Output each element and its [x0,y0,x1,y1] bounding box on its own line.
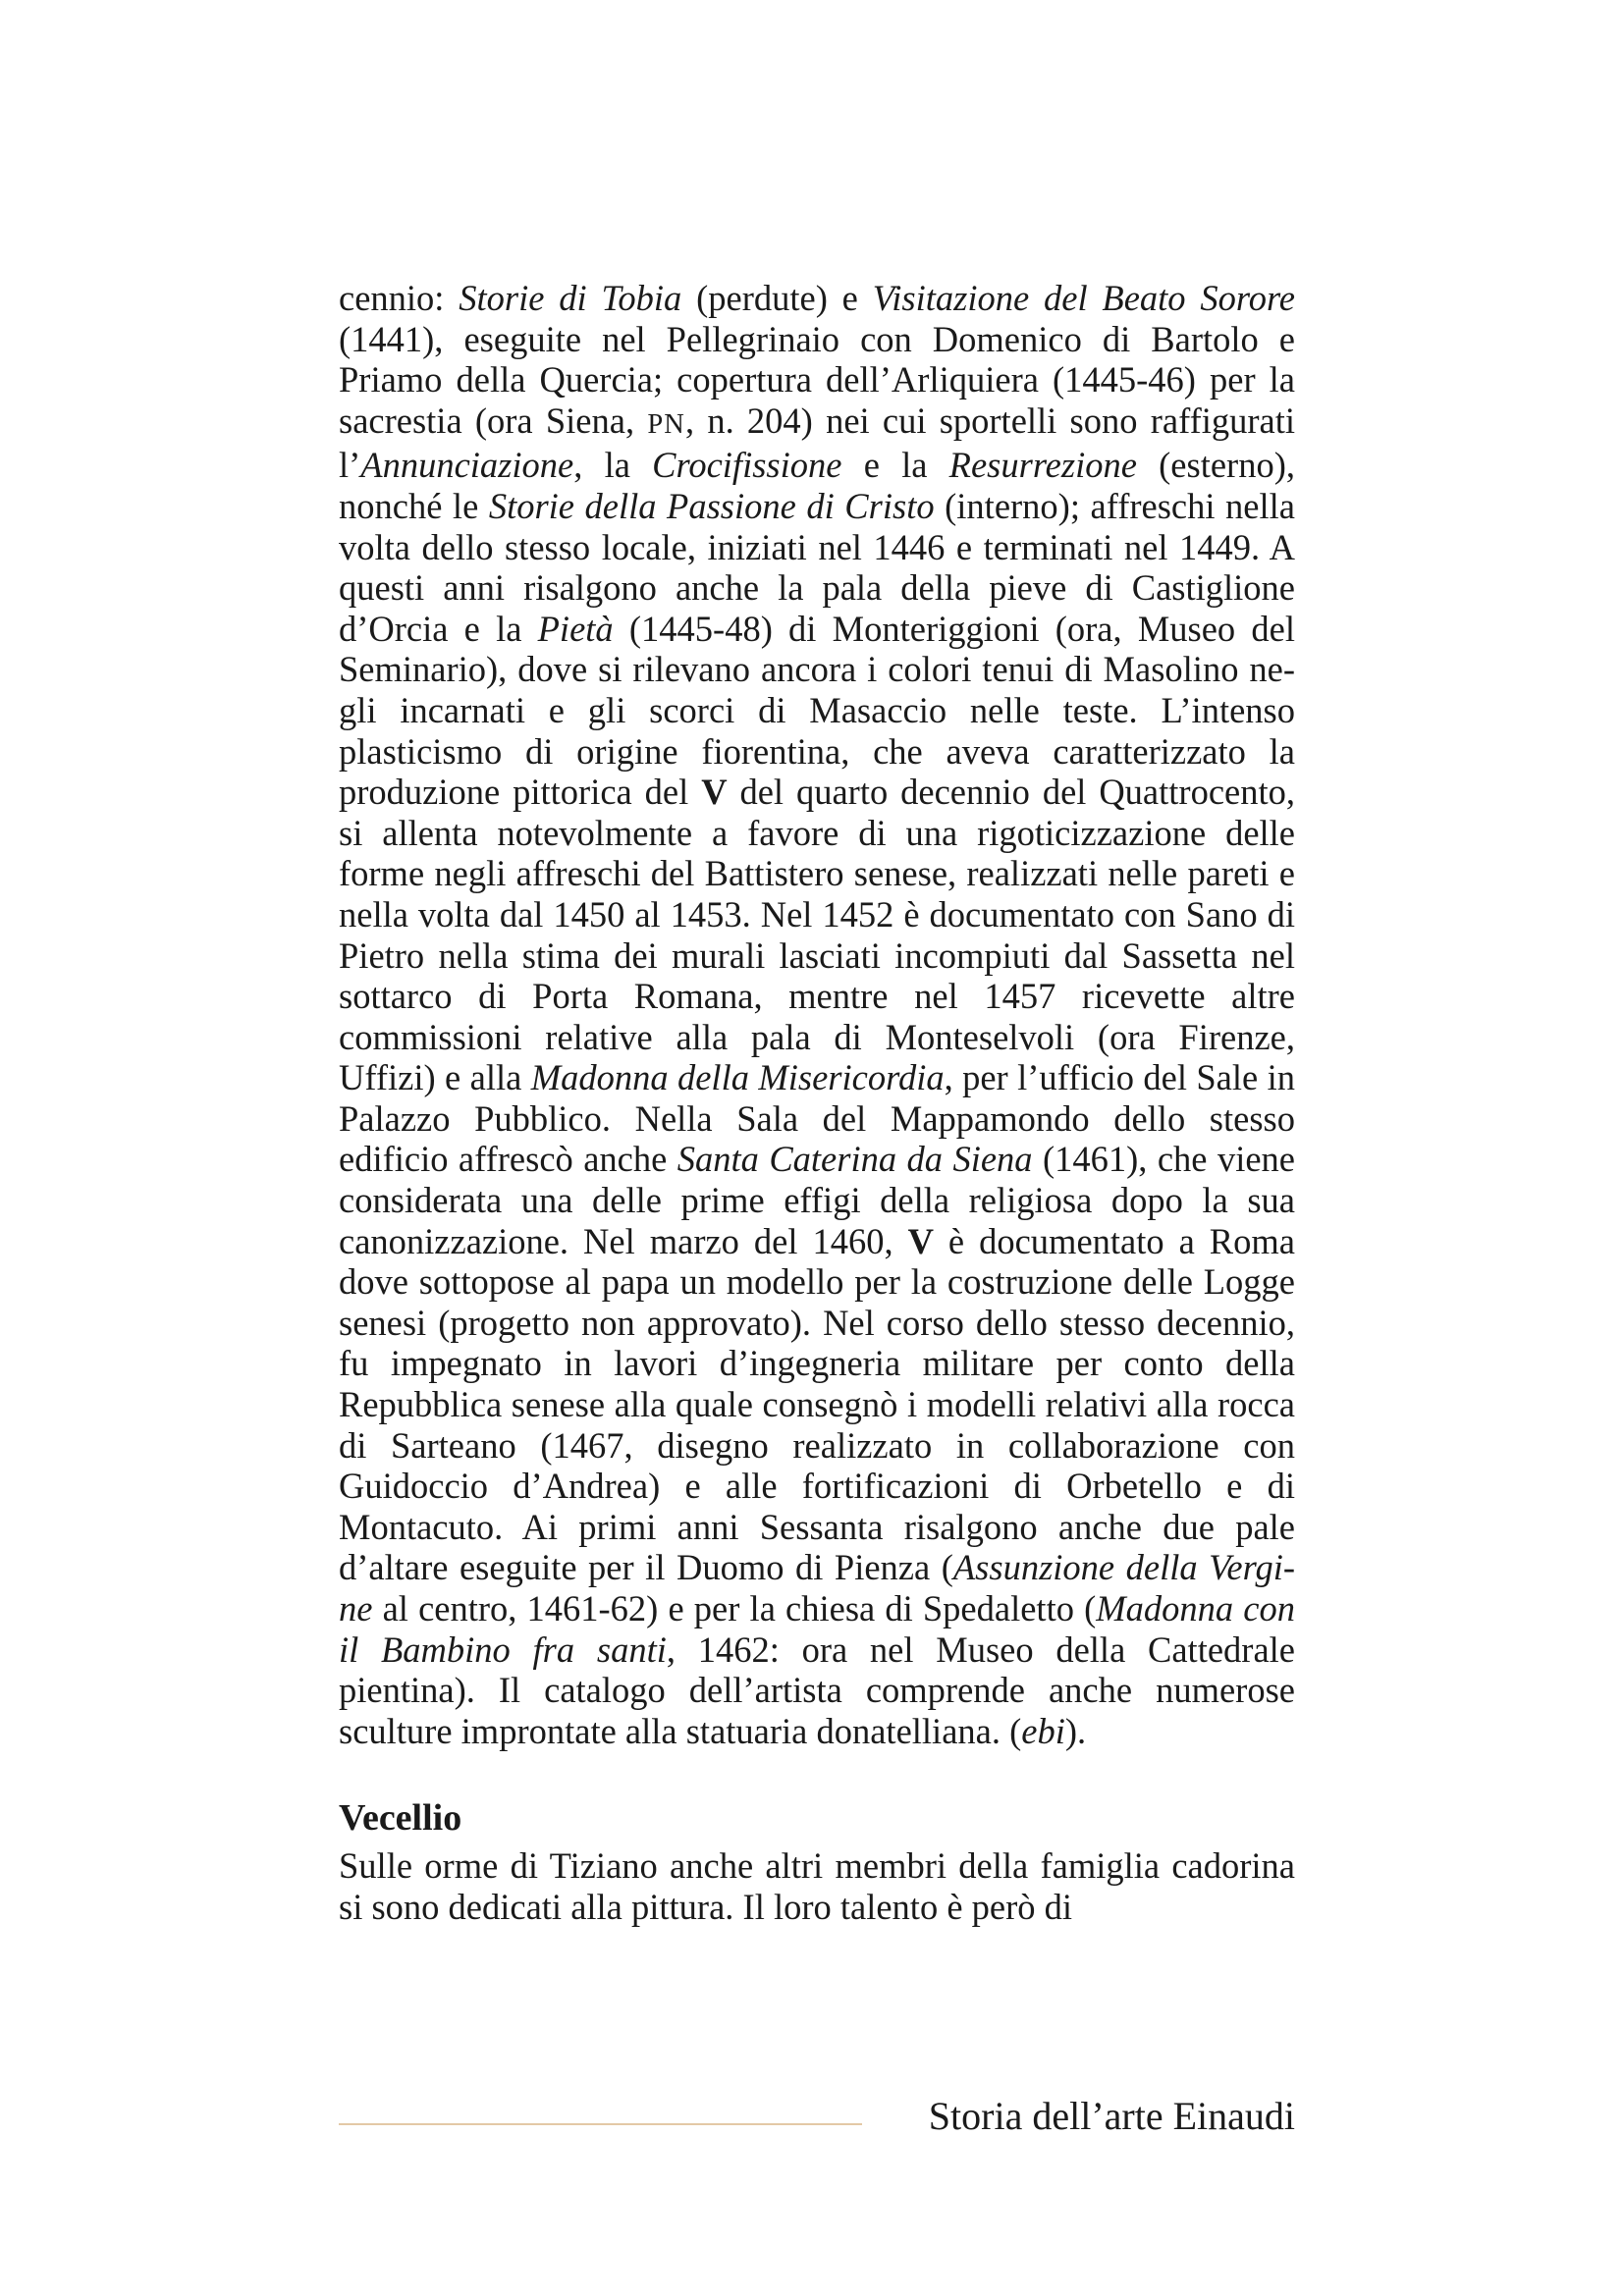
italic-text: Resurrezione [948,445,1137,486]
italic-text: Crocifissione [652,445,842,486]
text-run: al centro, 1461-62) e per la chiesa di Spedaletto ( [372,1588,1097,1629]
italic-text: Assunzione della Vergine [339,1547,1295,1629]
footer-title: Storia dell’arte Einaudi [928,2094,1295,2138]
italic-text: Santa Caterina da Siena [676,1139,1033,1180]
text-run: , n. 204) nei cui sportelli sono raffigurati l’ [339,400,1296,486]
italic-text: Madonna con il Bambino fra santi [339,1588,1296,1670]
text-column [339,278,1295,1928]
text-run: (1461), che viene considerata una delle prime effigi della religiosa dopo la sua canonizzazione. Nel marzo del 1460, [339,1139,1295,1261]
text-run: , 1462: ora nel Museo della Cattedrale pientina). Il catalogo dell’artista comprende anche numerose sculture improntate alla statuaria donatelliana. ( [339,1629,1295,1751]
body-paragraph [339,278,1295,1751]
text-run: (interno); affreschi nella volta dello stesso locale, iniziati nel 1446 e terminati nel 1449. A questi anni risalgono anche la pala della pieve di Castiglione d’Orcia e la [339,485,1295,649]
italic-text: Storie della Passione di Cristo [488,485,935,526]
italic-text: Visitazione del Beato Sorore [872,278,1296,318]
italic-text: Storie di Tobia [459,278,682,318]
text-run: , la [573,445,653,486]
text-run: , per l’ufficio del Sale in Palazzo Pubblico. Nella Sala del Mappamondo dello stesso edificio affrescò anche [339,1057,1296,1180]
text-run: cennio: [339,278,460,318]
text-run: e la [841,445,949,486]
text-run: (perdute) e [681,278,873,318]
text-run: ). [1064,1710,1087,1751]
text-run: del quarto decennio del Quattrocento, si allenta notevolmente a favore di una rigoticizzazione delle forme negli affreschi del Battistero senese, realizzati nelle pareti e nella volta dal 1450 al 1453. Nel 1452 è documentato con Sano di Pietro nella stima dei murali lasciati incompiuti dal Sassetta nel sottarco di Porta Romana, mentre nel 1457 ricevette altre commissioni relative alla pala di Monteselvoli (ora Firenze, Uffizi) e alla [339,772,1295,1098]
text-run: è documentato a Roma dove sottopose al papa un modello per la costruzione delle Logge senesi (progetto non approvato). Nel corso dello stesso decennio, fu impegnato in lavori d’ingegneria militare per conto della Repubblica senese alla quale consegnò i modelli relativi alla rocca di Sarteano (1467, disegno realizzato in collaborazione con Guidoccio d’Andrea) e alle fortificazioni di Orbetello e di Montacuto. Ai primi anni Sessanta risalgono anche due pale d’altare eseguite per il Duomo di Pienza ( [339,1220,1295,1588]
italic-text: Annunciazione [360,445,574,486]
text-run: (1441), eseguite nel Pellegrinaio con Domenico di Bartolo e Priamo della Quercia; copertura dell’Arliquiera (1445-46) per la sacrestia (ora Siena, [339,318,1295,441]
small-caps-text: PN [647,408,685,440]
text-run: Sulle orme di Tiziano anche altri membri della famiglia cadorina si sono dedicati alla pittura. Il loro talento è però di [339,1845,1295,1927]
italic-text: ebi [1021,1710,1065,1751]
entry-heading: Vecellio [339,1797,462,1840]
bold-text: V [701,772,728,813]
text-run: (esterno), nonché le [339,445,1295,526]
text-run: (1445-48) di Monteriggioni (ora, Museo del Seminario), dove si rilevano ancora i colori tenui di Masolino negli incarnati e gli scorci di Masaccio nelle teste. L’intenso plasticismo di origine fiorentina, che aveva caratterizzato la produzione pittorica del [339,608,1295,813]
italic-text: Pietà [537,608,614,649]
italic-text: Madonna della Misericordia [530,1057,945,1098]
page-footer [339,2091,1295,2150]
footer-rule [339,2123,862,2125]
entry-paragraph [339,1845,1295,1927]
bold-text: V [907,1220,934,1261]
